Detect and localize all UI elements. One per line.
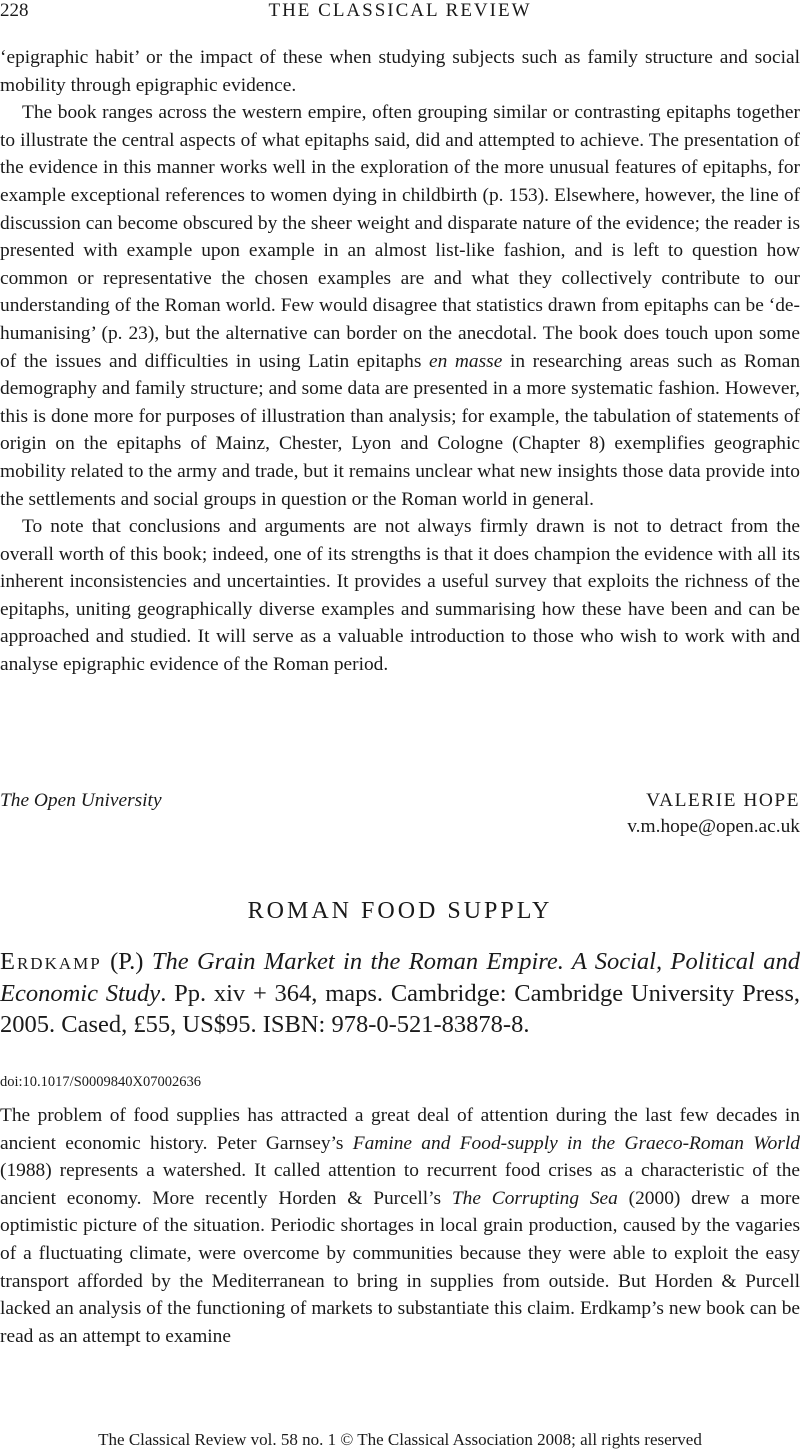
- section-title: ROMAN FOOD SUPPLY: [247, 898, 553, 924]
- paragraph-3: To note that conclusions and arguments are not always firmly drawn is not to detract from the overall worth of this book; indeed, one of its strengths is that it does champion the evidence with all its inherent inconsistencies and uncertainties. It provides a useful survey that exploits the richness of the epitaphs, uniting geographically diverse examples and summarising how these have been and can be approached and studied. It will serve as a valuable introduction to those who wish to work with and analyse epigraphic evidence of the Roman period.: [0, 516, 800, 676]
- reviewer-name: VALERIE HOPE: [646, 790, 800, 811]
- review-body-erdkamp: [0, 1102, 800, 1350]
- paragraph-erdkamp-1: The problem of food supplies has attracted a great deal of attention during the last few decades in ancient economic history. Peter Garnsey’s Famine and Food-supply in the Graeco-Roman World (1988) represents a watershed. It called attention to recurrent food crises as a characteristic of the ancient economy. More recently Horden & Purcell’s The Corrupting Sea (2000) drew a more optimistic picture of the situation. Periodic shortages in local grain production, caused by the vagaries of a fluctuating climate, were overcome by communities because they were able to exploit the easy transport afforded by the Mediterranean to bring in supplies from outside. But Horden & Purcell lacked an analysis of the functioning of markets to substantiate this claim. Erdkamp’s new book can be read as an attempt to examine: [0, 1105, 800, 1347]
- publication-details: . Pp. xiv + 364, maps. Cambridge: Cambridge University Press, 2005. Cased, £55, US$95. ISBN: 978-0-521-83878-8.: [0, 979, 800, 1038]
- paragraph-1: ‘epigraphic habit’ or the impact of these when studying subjects such as family structure and social mobility through epigraphic evidence.: [0, 47, 800, 96]
- book-author: Erdkamp: [0, 948, 102, 975]
- book-reference: Erdkamp (P.) The Grain Market in the Roman Empire. A Social, Political and Economic Study. Pp. xiv + 364, maps. Cambridge: Cambridge University Press, 2005. Cased, £55, US$95. ISBN: 978-0-521-83878-8.: [0, 948, 800, 1038]
- review-signature: [0, 790, 800, 850]
- book-title: The Grain Market in the Roman Empire. A Social, Political and Economic Study: [0, 948, 800, 1007]
- author-affiliation: The Open University: [0, 790, 162, 811]
- copyright-footer: The Classical Review vol. 58 no. 1 © The Classical Association 2008; all rights reserved: [98, 1430, 702, 1449]
- doi: doi:10.1017/S0009840X07002636: [0, 1074, 201, 1090]
- paragraph-2: The book ranges across the western empire, often grouping similar or contrasting epitaphs together to illustrate the central aspects of what epitaphs said, did and attempted to achieve. The presentation of the evidence in this manner works well in the exploration of the more unusual features of epitaphs, for example exceptional references to women dying in childbirth (p. 153). Elsewhere, however, the line of discussion can become obscured by the sheer weight and disparate nature of the evidence; the reader is presented with example upon example in an almost list-like fashion, and is left to question how common or representative the chosen examples are and what they collectively contribute to our understanding of the Roman world. Few would disagree that statistics drawn from epitaphs can be ‘de-humanising’ (p. 23), but the alternative can border on the anecdotal. The book does touch upon some of the issues and difficulties in using Latin epitaphs en masse in researching areas such as Roman demography and family structure; and some data are presented in a more systematic fashion. However, this is done more for purposes of illustration than analysis; for example, the tabulation of statements of origin on the epitaphs of Mainz, Chester, Lyon and Cologne (Chapter 8) exemplifies geographic mobility related to the army and trade, but it remains unclear what new insights those data provide into the settlements and social groups in question or the Roman world in general.: [0, 102, 800, 510]
- running-head: [0, 0, 800, 28]
- reviewer-email: v.m.hope@open.ac.uk: [627, 816, 800, 837]
- cited-title-horden-purcell: The Corrupting Sea: [451, 1187, 618, 1209]
- emphasis-en-masse: en masse: [429, 350, 503, 372]
- page-number: 228: [0, 0, 29, 21]
- cited-title-garnsey: Famine and Food-supply in the Graeco-Roman World: [352, 1132, 800, 1154]
- journal-title: THE CLASSICAL REVIEW: [268, 0, 532, 21]
- review-body-hope: [0, 44, 800, 679]
